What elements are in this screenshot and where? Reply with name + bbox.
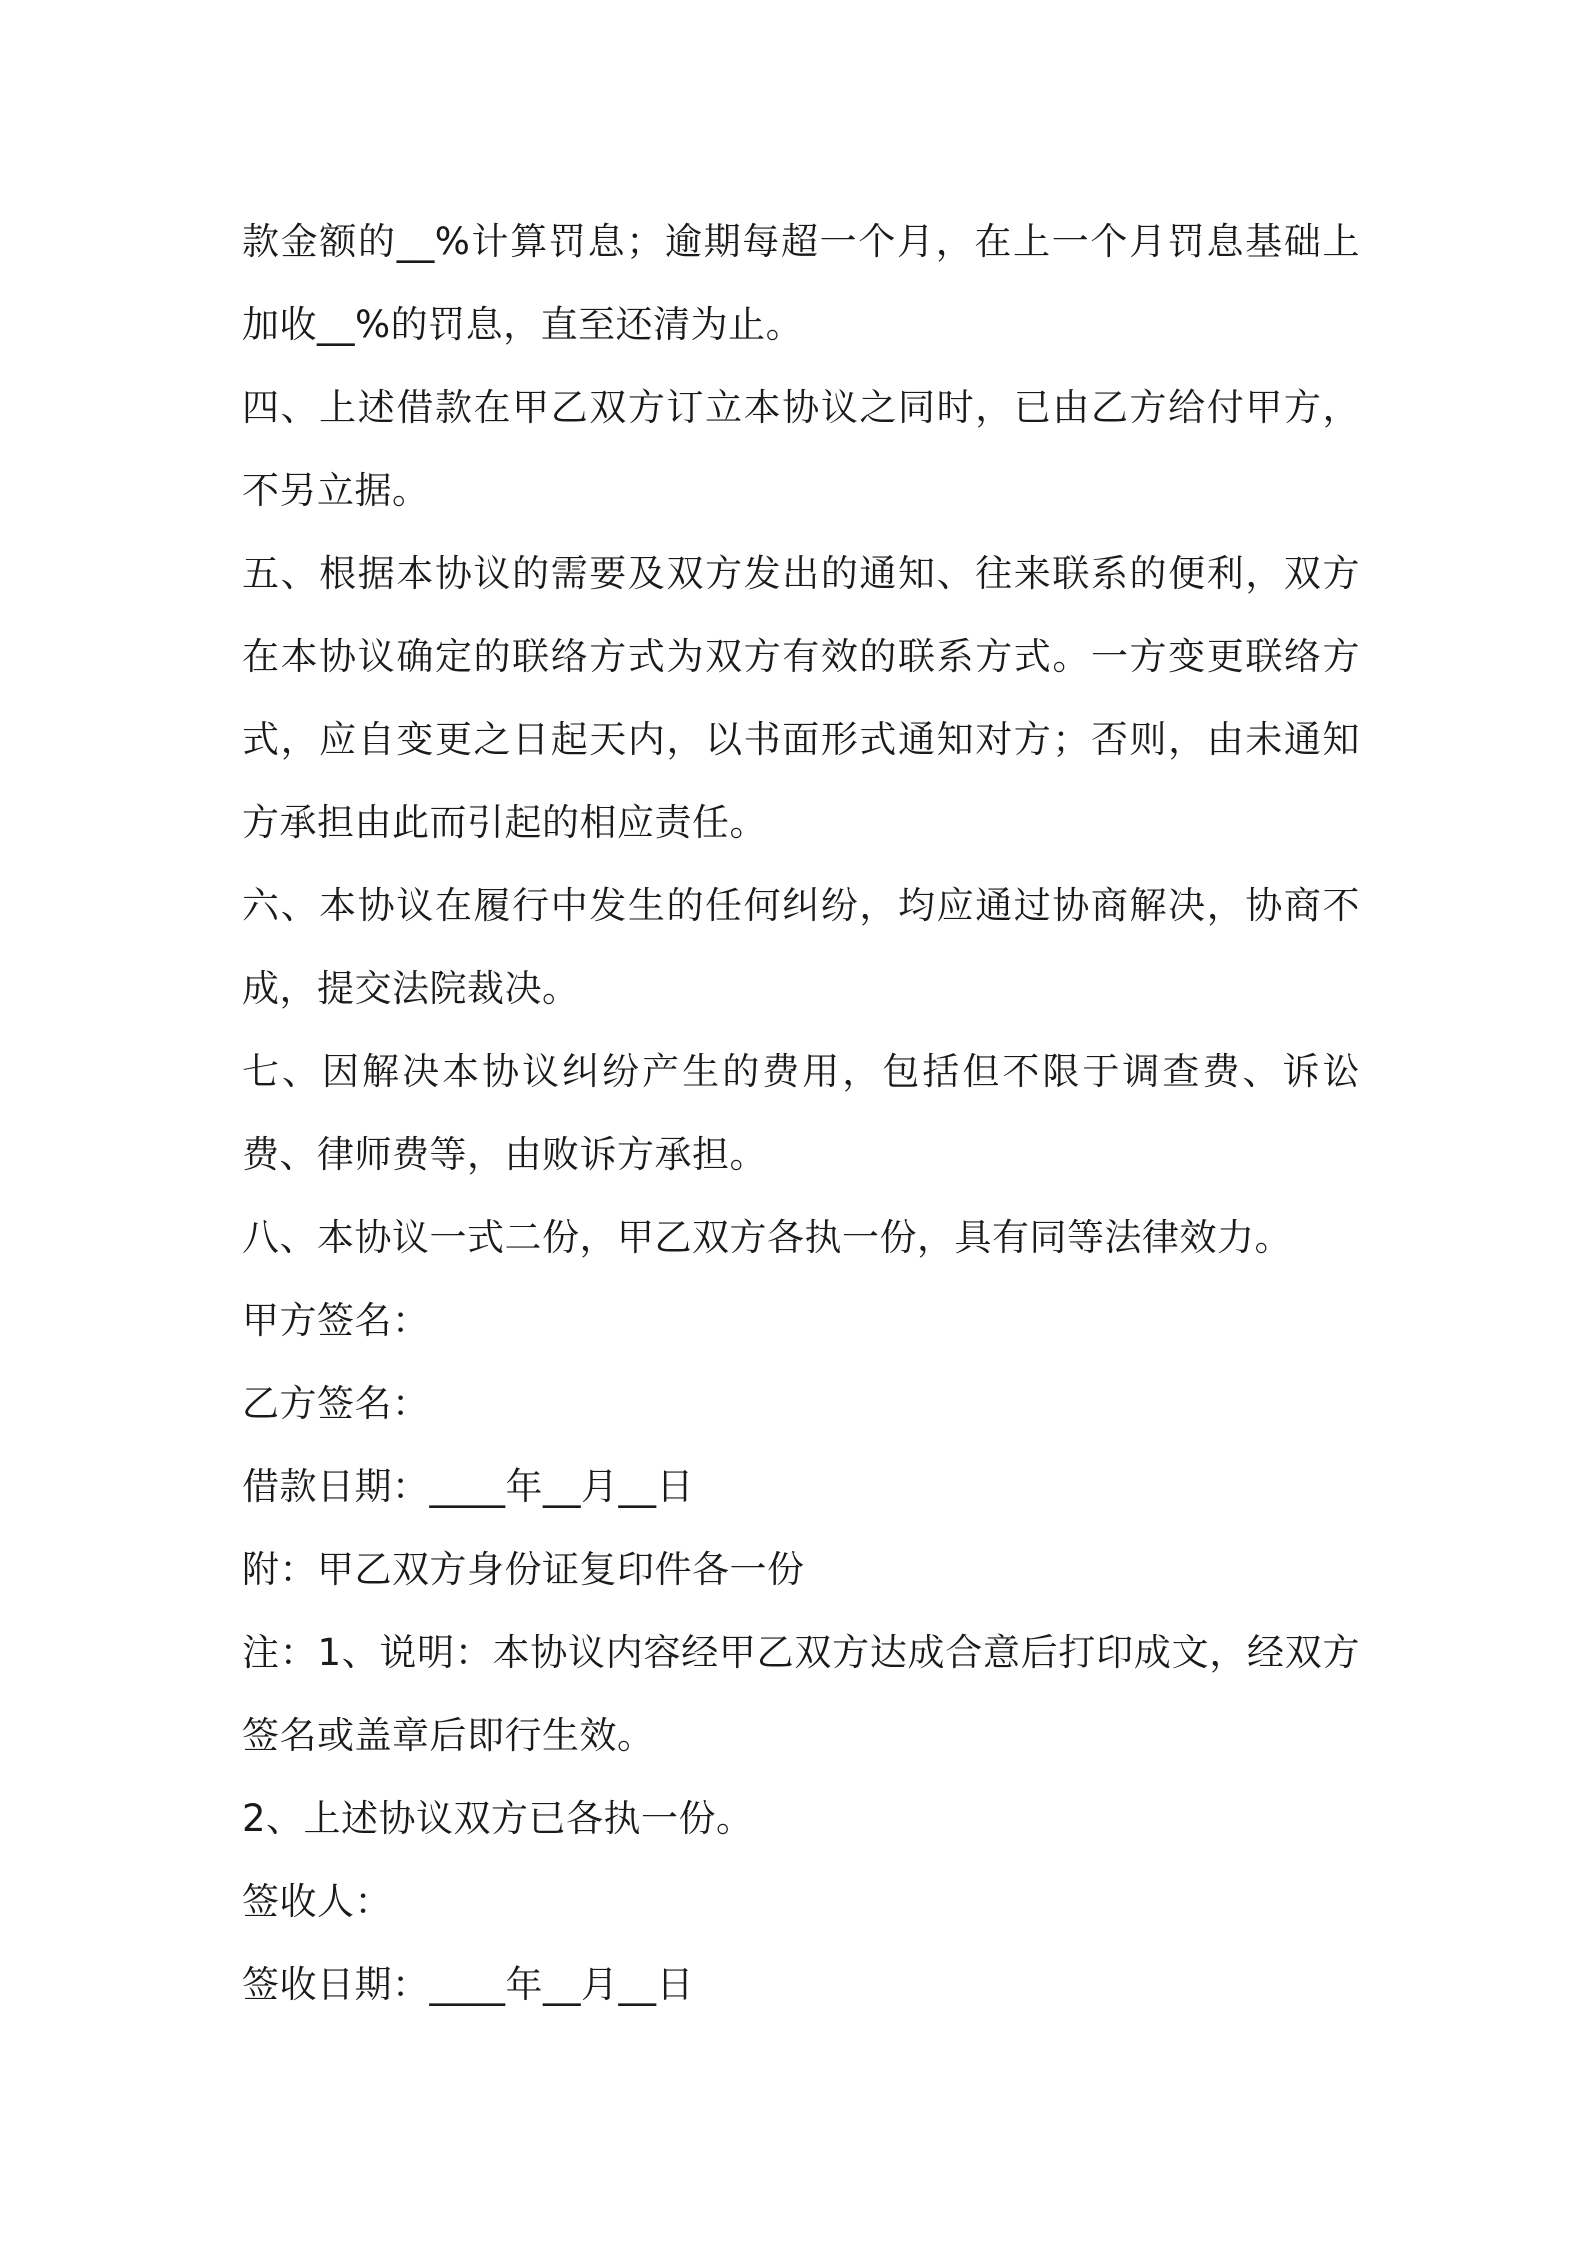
note-one: 注：1、说明：本协议内容经甲乙双方达成合意后打印成文，经双方签名或盖章后即行生效。 <box>242 1631 1360 1757</box>
party-b-signature-line: 乙方签名： <box>242 1382 430 1425</box>
note-two: 2、上述协议双方已各执一份。 <box>242 1797 754 1840</box>
clause-six: 六、本协议在履行中发生的任何纠纷，均应通过协商解决，协商不成，提交法院裁决。 <box>242 884 1360 1010</box>
paragraph-penalty-interest: 款金额的__%计算罚息；逾期每超一个月，在上一个月罚息基础上加收__%的罚息，直至还清为止。 <box>242 220 1360 346</box>
party-a-signature-line: 甲方签名： <box>242 1299 430 1342</box>
loan-date-line: 借款日期：____年__月__日 <box>242 1465 694 1508</box>
clause-five: 五、根据本协议的需要及双方发出的通知、往来联系的便利，双方在本协议确定的联络方式为双方有效的联系方式。一方变更联络方式，应自变更之日起天内，以书面形式通知对方；否则，由未通知方承担由此而引起的相应责任。 <box>242 552 1360 844</box>
clause-seven: 七、因解决本协议纠纷产生的费用，包括但不限于调查费、诉讼费、律师费等，由败诉方承担。 <box>242 1050 1360 1176</box>
clause-four: 四、上述借款在甲乙双方订立本协议之同时，已由乙方给付甲方，不另立据。 <box>242 386 1360 512</box>
document-page <box>242 200 1360 2026</box>
attachment-note: 附：甲乙双方身份证复印件各一份 <box>242 1548 805 1591</box>
clause-eight: 八、本协议一式二份，甲乙双方各执一份，具有同等法律效力。 <box>242 1216 1292 1259</box>
receipt-date-line: 签收日期：____年__月__日 <box>242 1963 694 2006</box>
recipient-line: 签收人： <box>242 1880 392 1923</box>
